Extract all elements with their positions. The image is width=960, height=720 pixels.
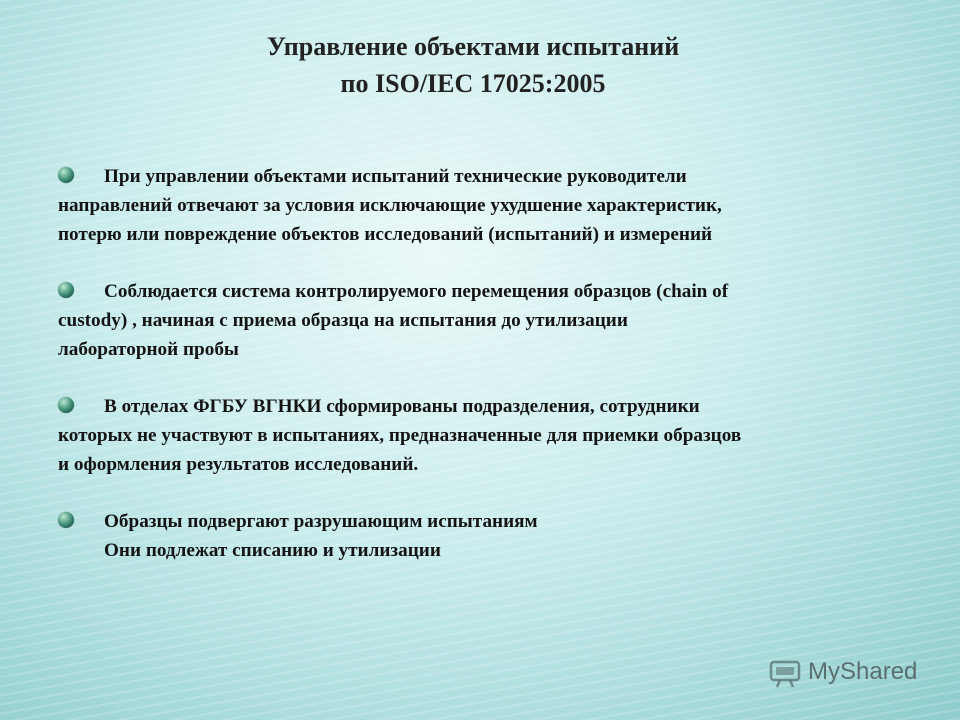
slide-title-line-1: Управление объектами испытаний	[266, 32, 680, 61]
myshared-watermark	[768, 656, 928, 696]
bullet-item-3	[58, 392, 938, 479]
bullet-text-line: Образцы подвергают разрушающим испытаниям	[104, 511, 538, 532]
bullet-icon	[58, 282, 74, 298]
bullet-text-line: Соблюдается система контролируемого перемещения образцов (chain of	[104, 281, 729, 302]
bullet-text-line: потерю или повреждение объектов исследований (испытаний) и измерений	[58, 224, 713, 245]
bullet-text-line: направлений отвечают за условия исключающие ухудшение характеристик,	[58, 195, 722, 216]
bullet-text-line: и оформления результатов исследований.	[58, 454, 419, 475]
bullet-list	[58, 162, 938, 593]
bullet-icon	[58, 512, 74, 528]
bullet-text-line: При управлении объектами испытаний технические руководители	[104, 166, 687, 187]
bullet-icon	[58, 167, 74, 183]
bullet-item-4	[58, 507, 938, 565]
bullet-text-line: В отделах ФГБУ ВГНКИ сформированы подразделения, сотрудники	[104, 396, 700, 417]
bullet-item-2	[58, 277, 938, 364]
slide-title	[0, 28, 946, 102]
projector-icon	[768, 656, 802, 690]
bullet-text-line: лабораторной пробы	[58, 339, 239, 360]
bullet-icon	[58, 397, 74, 413]
bullet-text-line: custody) , начиная с приема образца на испытания до утилизации	[58, 310, 628, 331]
slide-title-line-2: по ISO/IEC 17025:2005	[340, 69, 606, 98]
bullet-text-line: которых не участвуют в испытаниях, предназначенные для приемки образцов	[58, 425, 742, 446]
bullet-item-1	[58, 162, 938, 249]
bullet-text-line: Они подлежат списанию и утилизации	[104, 540, 441, 561]
watermark-text: MyShared	[808, 658, 918, 685]
